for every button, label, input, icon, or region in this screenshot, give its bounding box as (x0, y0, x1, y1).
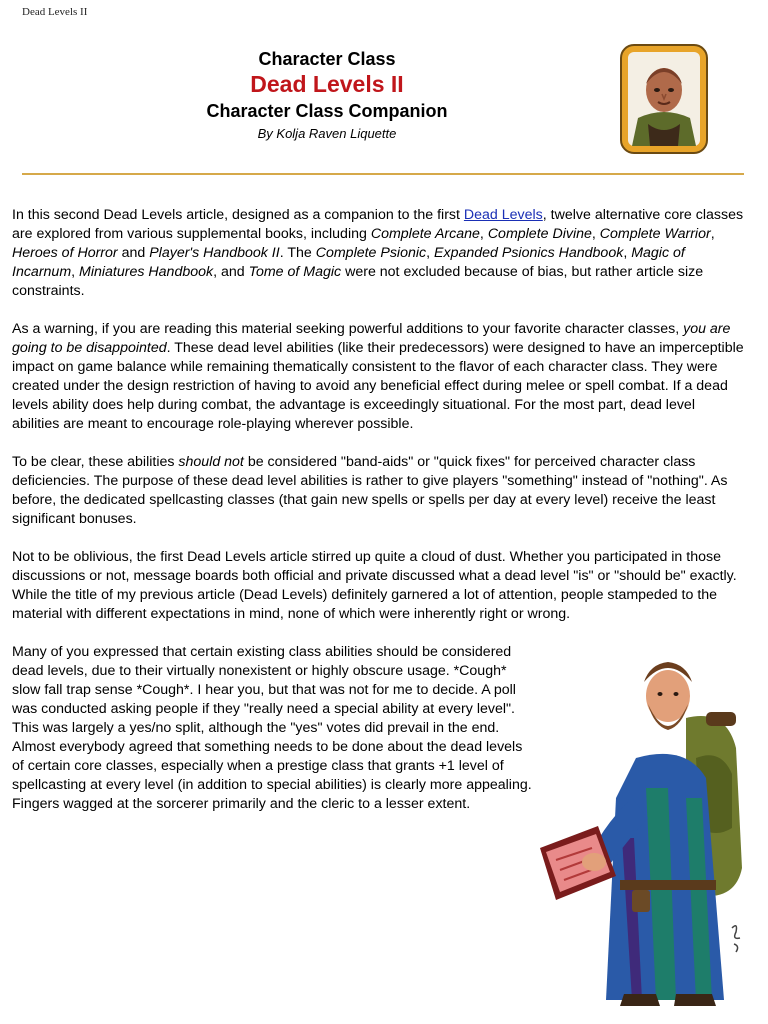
bearded-adventurer-illustration (536, 648, 768, 1010)
page-title: Dead Levels II (250, 71, 404, 97)
paragraph-1: In this second Dead Levels article, designed as a companion to the first Dead Levels, twelve alternative core classes are explored from various supplemental books, including Complete Arcane, Complete Divine, Complete Warrior, Heroes of Horror and Player's Handbook II. The Complete Psionic, Expanded Psionics Handbook, Magic of Incarnum, Miniatures Handbook, and Tome of Magic were not excluded because of bias, but rather article size constraints. (12, 207, 744, 299)
page-subtitle: Character Class Companion (206, 101, 448, 121)
adventurer-art (536, 648, 768, 1010)
paragraph-5: Many of you expressed that certain existing class abilities should be considered dead levels, due to their virtually nonexistent or highly obscure usage. *Cough* slow fall trap sense *Cough*. I hear you, but that was not for me to decide. A poll was conducted asking people if they "really need a special ability at every level". This was largely a yes/no split, although the "yes" votes did prevail in the end. Almost everybody agreed that something needs to be done about the dead levels of certain core classes, especially when a prestige class that grants +1 level of spellcasting at every level (in addition to special abilities) is clearly more appealing. Fingers wagged at the sorcerer primarily and the cleric to a lesser extent. (12, 644, 532, 812)
character-portrait-icon (620, 44, 708, 154)
dead-levels-link[interactable]: Dead Levels (463, 207, 543, 223)
title-kicker: Character Class (258, 49, 396, 69)
title-block (0, 48, 654, 143)
portrait-art (628, 52, 700, 146)
header-rule (22, 173, 744, 175)
byline: By Kolja Raven Liquette (257, 126, 397, 141)
paragraph-3: To be clear, these abilities should not be considered "band-aids" or "quick fixes" for perceived character class deficiencies. The purpose of these dead level abilities is rather to give players "something" instead of "nothing". As before, the dedicated spellcasting classes (that gain new spells or spells per day at every level) receive the least significant bonuses. (12, 454, 728, 527)
paragraph-4: Not to be oblivious, the first Dead Levels article stirred up quite a cloud of dust. Whether you participated in those discussions or not, message boards both official and private discussed what a dead level "is" or "should be" exactly. While the title of my previous article (Dead Levels) definitely garnered a lot of attention, people stampeded to the material with different expectations in mind, none of which were inherently right or wrong. (12, 549, 737, 622)
paragraph-2: As a warning, if you are reading this material seeking powerful additions to your favorite character classes, you are going to be disappointed. These dead level abilities (like their predecessors) were designed to have an imperceptible impact on game balance while remaining thematically consistent to the flavor of each character class. They were created under the design restriction of having to avoid any beneficial effect during melee or spell combat. If a dead levels ability does help during combat, the advantage is exceedingly situational. For the most part, dead level abilities are meant to encourage role-playing wherever possible. (12, 321, 744, 432)
running-head: Dead Levels II (22, 6, 88, 18)
